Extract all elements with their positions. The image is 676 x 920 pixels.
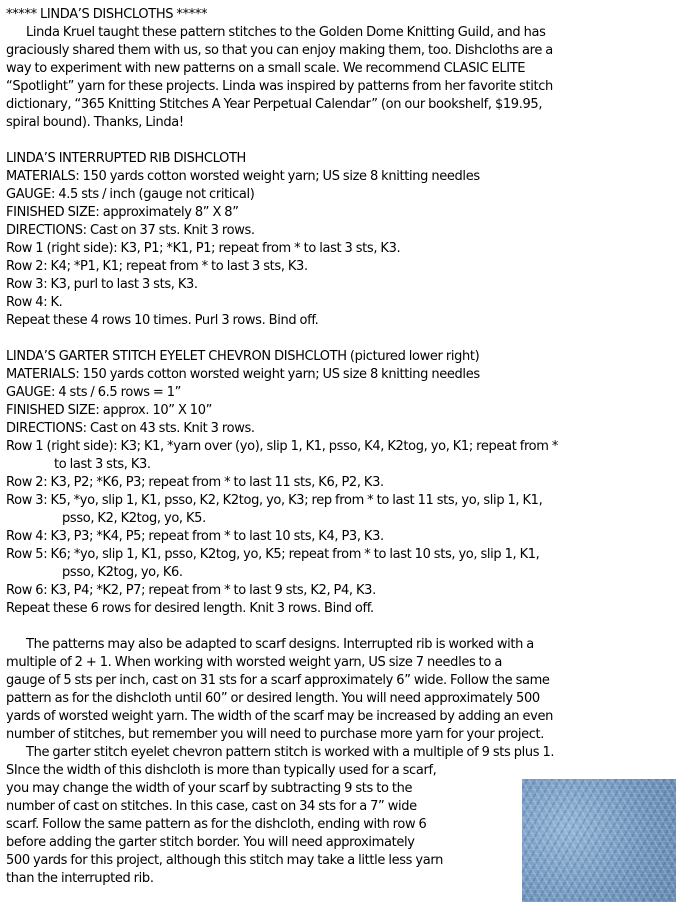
scarf-line: than the interrupted rib. — [6, 871, 154, 886]
pattern-line: Row 1 (right side): K3, P1; *K1, P1; repeat from * to last 3 sts, K3. — [6, 241, 401, 256]
pattern-line: Row 6: K3, P4; *K2, P7; repeat from * to last 9 sts, K2, P4, K3. — [6, 583, 376, 598]
pattern-line: MATERIALS: 150 yards cotton worsted weight yarn; US size 8 knitting needles — [6, 169, 480, 184]
pattern-line: MATERIALS: 150 yards cotton worsted weight yarn; US size 8 knitting needles — [6, 367, 480, 382]
scarf-line: 500 yards for this project, although this stitch may take a little less yarn — [6, 853, 443, 868]
scarf-line: pattern as for the dishcloth until 60” or desired length. You will need approximately 500 — [6, 691, 540, 706]
pattern-line: Row 2: K3, P2; *K6, P3; repeat from * to last 11 sts, K6, P2, K3. — [6, 475, 384, 490]
scarf-line: scarf. Follow the same pattern as for the dishcloth, ending with row 6 — [6, 817, 427, 832]
scarf-line: before adding the garter stitch border. You will need approximately — [6, 835, 415, 850]
scarf-line: number of stitches, but remember you will need to purchase more yarn for your project. — [6, 727, 545, 742]
pattern-line: to last 3 sts, K3. — [54, 457, 151, 472]
pattern-line: Row 3: K5, *yo, slip 1, K1, psso, K2, K2tog, yo, K3; rep from * to last 11 sts, yo, slip 1, K1, — [6, 493, 543, 508]
pattern-line: FINISHED SIZE: approximately 8” X 8” — [6, 205, 239, 220]
knitted-swatch-photo — [522, 779, 676, 902]
doc-title: ***** LINDA’S DISHCLOTHS ***** — [6, 7, 208, 22]
scarf-line: The garter stitch eyelet chevron pattern stitch is worked with a multiple of 9 sts plus 1. — [26, 745, 555, 760]
pattern-line: DIRECTIONS: Cast on 37 sts. Knit 3 rows. — [6, 223, 255, 238]
scarf-line: yards of worsted weight yarn. The width of the scarf may be increased by adding an even — [6, 709, 553, 724]
intro-line: spiral bound). Thanks, Linda! — [6, 115, 184, 130]
intro-line: dictionary, “365 Knitting Stitches A Year Perpetual Calendar” (on our bookshelf, $19.95, — [6, 97, 543, 112]
section-heading: LINDA’S INTERRUPTED RIB DISHCLOTH — [6, 151, 246, 166]
pattern-line: Repeat these 4 rows 10 times. Purl 3 rows. Bind off. — [6, 313, 319, 328]
pattern-line: psso, K2tog, yo, K6. — [62, 565, 183, 580]
pattern-line: Row 1 (right side): K3; K1, *yarn over (yo), slip 1, K1, psso, K4, K2tog, yo, K1; repeat from * — [6, 439, 559, 454]
pattern-line: Row 5: K6; *yo, slip 1, K1, psso, K2tog, yo, K5; repeat from * to last 10 sts, yo, slip 1, K1, — [6, 547, 540, 562]
pattern-line: Row 4: K. — [6, 295, 63, 310]
pattern-line: Row 4: K3, P3; *K4, P5; repeat from * to last 10 sts, K4, P3, K3. — [6, 529, 384, 544]
pattern-line: Row 2: K4; *P1, K1; repeat from * to last 3 sts, K3. — [6, 259, 308, 274]
pattern-line: GAUGE: 4.5 sts / inch (gauge not critical) — [6, 187, 255, 202]
pattern-line: psso, K2, K2tog, yo, K5. — [62, 511, 206, 526]
section-heading: LINDA’S GARTER STITCH EYELET CHEVRON DISHCLOTH (pictured lower right) — [6, 349, 480, 364]
pattern-line: GAUGE: 4 sts / 6.5 rows = 1” — [6, 385, 182, 400]
pattern-line: DIRECTIONS: Cast on 43 sts. Knit 3 rows. — [6, 421, 255, 436]
intro-line: Linda Kruel taught these pattern stitches to the Golden Dome Knitting Guild, and has — [26, 25, 546, 40]
intro-line: “Spotlight” yarn for these projects. Linda was inspired by patterns from her favorite stitch — [6, 79, 553, 94]
pattern-line: Repeat these 6 rows for desired length. Knit 3 rows. Bind off. — [6, 601, 374, 616]
scarf-line: you may change the width of your scarf by subtracting 9 sts to the — [6, 781, 413, 796]
scarf-line: The patterns may also be adapted to scarf designs. Interrupted rib is worked with a — [26, 637, 534, 652]
scarf-line: multiple of 2 + 1. When working with worsted weight yarn, US size 7 needles to a — [6, 655, 502, 670]
intro-line: way to experiment with new patterns on a small scale. We recommend CLASIC ELITE — [6, 61, 526, 76]
pattern-line: FINISHED SIZE: approx. 10” X 10” — [6, 403, 213, 418]
pattern-line: Row 3: K3, purl to last 3 sts, K3. — [6, 277, 198, 292]
intro-line: graciously shared them with us, so that you can enjoy making them, too. Dishcloths are a — [6, 43, 553, 58]
scarf-line: number of cast on stitches. In this case, cast on 34 sts for a 7” wide — [6, 799, 417, 814]
scarf-line: gauge of 5 sts per inch, cast on 31 sts for a scarf approximately 6” wide. Follow the same — [6, 673, 550, 688]
scarf-line: SInce the width of this dishcloth is more than typically used for a scarf, — [6, 763, 437, 778]
